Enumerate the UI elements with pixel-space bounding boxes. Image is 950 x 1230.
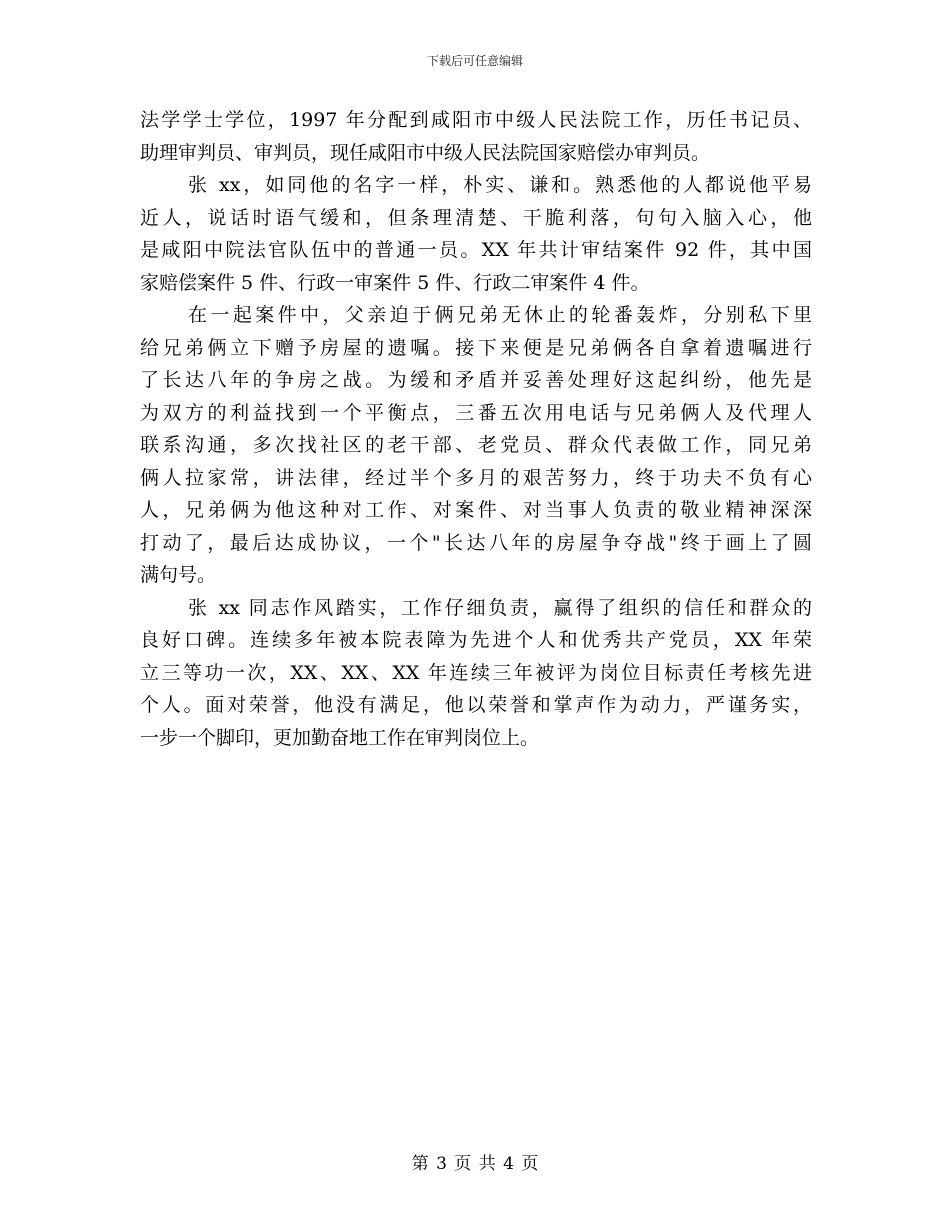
text-line: 家赔偿案件 5 件、行政一审案件 5 件、行政二审案件 4 件。 [140,271,650,294]
text-line: 近人，说话时语气缓和，但条理清楚、干脆利落，句句入脑入心，他 [140,206,812,229]
text-line: 在一起案件中，父亲迫于俩兄弟无休止的轮番轰炸，分别私下里 [188,304,812,326]
text-line: 满句号。 [140,564,217,586]
text-line: 张 xx，如同他的名字一样，朴实、谦和。熟悉他的人都说他平易 [188,174,812,196]
text-line: 为双方的利益找到一个平衡点，三番五次用电话与兄弟俩人及代理人 [140,401,812,424]
text-line: 人，兄弟俩为他这种对工作、对案件、对当事人负责的敬业精神深深 [140,499,812,521]
text-line: 法学学士学位，1997 年分配到咸阳市中级人民法院工作，历任书记员、 [140,109,812,131]
page-number: 第 3 页 共 4 页 [411,1154,539,1174]
text-line: 立三等功一次，XX、XX、XX 年连续三年被评为岗位目标责任考核先进 [140,661,812,684]
text-line: 张 xx 同志作风踏实，工作仔细负责，赢得了组织的信任和群众的 [188,596,812,619]
text-line: 了长达八年的争房之战。为缓和矛盾并妥善处理好这起纠纷，他先是 [140,369,812,391]
text-line: 给兄弟俩立下赠予房屋的遗嘱。接下来便是兄弟俩各自拿着遗嘱进行 [140,336,812,359]
text-line: 良好口碑。连续多年被本院表障为先进个人和优秀共产党员，XX 年荣 [140,629,812,651]
text-line: 俩人拉家常，讲法律，经过半个多月的艰苦努力，终于功夫不负有心 [140,466,812,489]
text-line: 是咸阳中院法官队伍中的普通一员。XX 年共计审结案件 92 件，其中国 [140,239,812,261]
text-line: 联系沟通，多次找社区的老干部、老党员、群众代表做工作，同兄弟 [140,434,812,456]
text-line: 助理审判员、审判员，现任咸阳市中级人民法院国家赔偿办审判员。 [140,141,711,164]
text-line: 个人。面对荣誉，他没有满足，他以荣誉和掌声作为动力，严谨务实， [140,694,812,716]
document-body [140,104,812,754]
text-line: 一步一个脚印，更加勤奋地工作在审判岗位上。 [140,726,540,749]
page-header-note: 下载后可任意编辑 [426,54,523,68]
text-line: 打动了，最后达成协议，一个"长达八年的房屋争夺战"终于画上了圆 [140,531,812,554]
